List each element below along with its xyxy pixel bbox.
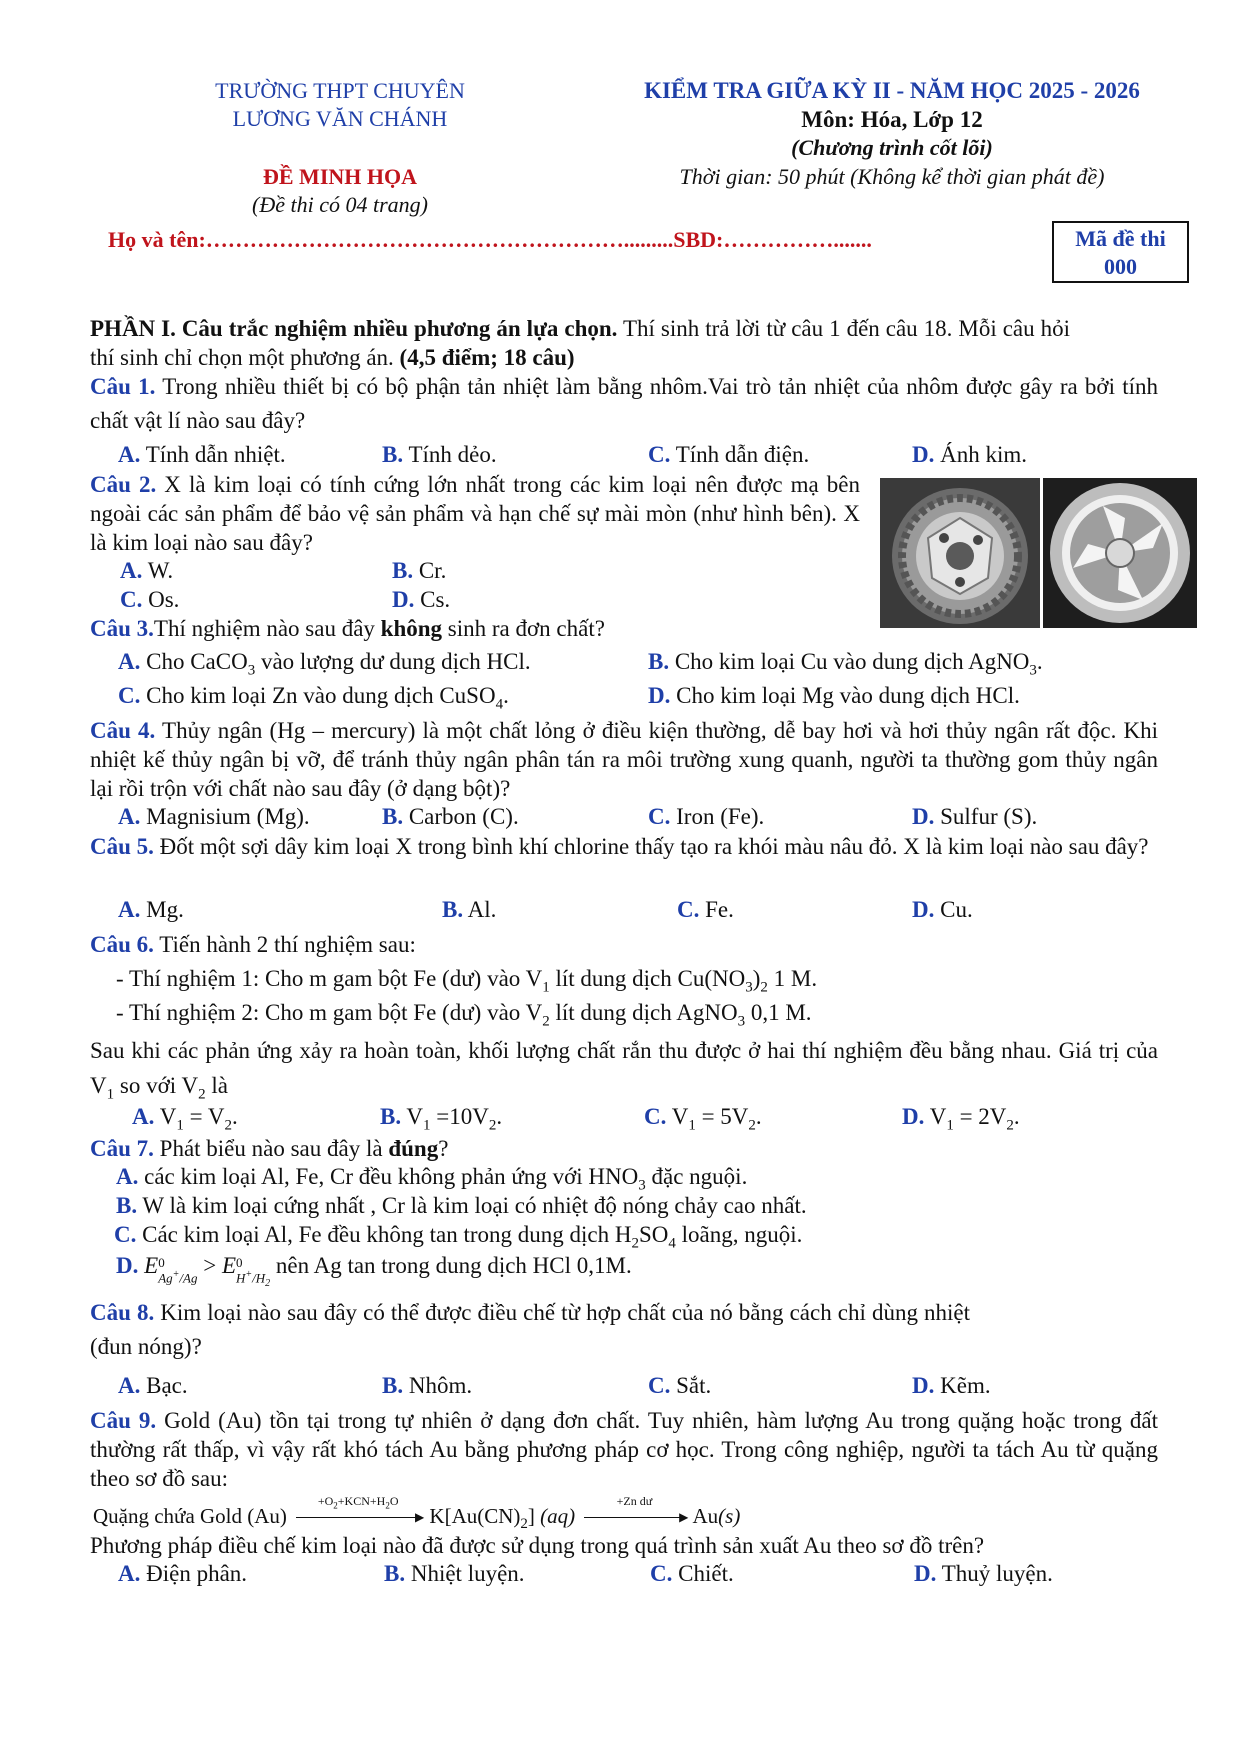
question-label: Câu 9. — [90, 1408, 157, 1433]
q9-question: Phương pháp điều chế kim loại nào đã được sử dụng trong quá trình sản xuất Au theo sơ đồ trên? — [90, 1533, 985, 1558]
exam-code-label: Mã đề thi — [1075, 226, 1166, 251]
q3-option-b: B. Cho kim loại Cu vào dung dịch AgNO$_3$. — [648, 649, 1043, 679]
q8-option-c: C. Sắt. — [648, 1373, 712, 1398]
exam-code-box — [1052, 221, 1189, 283]
question-4 — [90, 716, 1158, 803]
question-5 — [90, 830, 1158, 864]
question-9 — [90, 1406, 1158, 1493]
q6-experiment-2: - Thí nghiệm 2: Cho m gam bột Fe (dư) vào $V_2$ lít dung dịch AgNO$_3$ 0,1 M. — [116, 1000, 812, 1030]
question-label: Câu 6. — [90, 932, 154, 957]
question-label: Câu 5. — [90, 834, 154, 859]
q2-option-d: D. Cs. — [392, 587, 451, 612]
school-name-line2: LƯƠNG VĂN CHÁNH — [232, 106, 448, 131]
exam-subject: Môn: Hóa, Lớp 12 — [801, 107, 983, 132]
q7-option-d: D. E 0 Ag+/Ag > E 0 $H^+/H_2$ nên Ag tan trong dung dịch HCl 0,1M. — [116, 1253, 632, 1289]
question-text: Đốt một sợi dây kim loại X trong bình khí chlorine thấy tạo ra khói màu nâu đỏ. X là kim loại nào sau đây? — [153, 834, 1149, 859]
q9-option-c: C. Chiết. — [650, 1561, 734, 1586]
exam-title: KIỂM TRA GIỮA KỲ II - NĂM HỌC 2025 - 2026 — [644, 78, 1140, 103]
question-text: Tiến hành 2 thí nghiệm sau: — [153, 932, 416, 957]
q1-option-d: D. Ánh kim. — [912, 442, 1028, 467]
q6-condition: Sau khi các phản ứng xảy ra hoàn toàn, khối lượng chất rắn thu được ở hai thí nghiệm đều bằng nhau. Giá trị của $V_1$ so với $V_2$ là — [90, 1038, 1158, 1103]
q8-option-b: B. Nhôm. — [382, 1373, 473, 1398]
question-label: Câu 3. — [90, 616, 154, 641]
question-text: Thủy ngân (Hg – mercury) là một chất lỏng ở điều kiện thường, dễ bay hơi và hơi thủy ngân rất độc. Khi nhiệt kế thủy ngân bị vỡ, để tránh thủy ngân phân tán ra môi trường xung quanh, người ta thường gom thủy ngân lại rồi trộn với chất nào sau đây (ở dạng bột)? — [90, 718, 1158, 801]
question-6 — [90, 930, 1158, 959]
q1-option-a: A. Tính dẫn nhiệt. — [118, 442, 286, 467]
q5-option-c: C. Fe. — [677, 897, 734, 922]
arrow-1: $+O_2+KCN+H_2O$ ▶ — [292, 1508, 424, 1528]
q4-option-b: B. Carbon (C). — [382, 804, 519, 829]
q7-option-c: C. Các kim loại Al, Fe đều không tan trong dung dịch $H_2SO_4$ loãng, nguội. — [114, 1222, 803, 1252]
q3-option-c: C. Cho kim loại Zn vào dung dịch CuSO$_4$. — [118, 683, 509, 713]
sample-exam-label: ĐỀ MINH HỌA — [263, 164, 417, 189]
q7-option-a: A. các kim loại Al, Fe, Cr đều không phản ứng với $HNO_3$ đặc nguội. — [116, 1164, 748, 1194]
exam-time: Thời gian: 50 phút (Không kể thời gian phát đề) — [679, 164, 1105, 189]
q8-option-d: D. Kẽm. — [912, 1373, 991, 1398]
q6-experiment-1: - Thí nghiệm 1: Cho m gam bột Fe (dư) vào $V_1$ lít dung dịch $Cu(NO_3)_2$ 1 M. — [116, 966, 818, 996]
chrome-chainring-photo — [880, 478, 1040, 628]
q4-option-c: C. Iron (Fe). — [648, 804, 765, 829]
q9-option-b: B. Nhiệt luyện. — [384, 1561, 525, 1586]
question-label: Câu 8. — [90, 1300, 155, 1325]
chrome-wheel-photo — [1043, 478, 1197, 628]
q5-option-b: B. Al. — [442, 897, 497, 922]
part1-heading — [90, 314, 1070, 372]
q1-option-c: C. Tính dẫn điện. — [648, 442, 810, 467]
q6-option-a: A. $V_1 = V_2$. — [132, 1104, 238, 1134]
question-text: Gold (Au) tồn tại trong tự nhiên ở dạng đơn chất. Tuy nhiên, hàm lượng Au trong quặng hoặc trong đất thường rất thấp, vì vậy rất khó tách Au bằng phương pháp cơ học. Trong công nghiệp, người ta tách Au từ quặng theo sơ đồ sau: — [90, 1408, 1159, 1491]
q6-option-d: D. $V_1 = 2V_2$. — [902, 1104, 1020, 1134]
question-1 — [90, 370, 1158, 438]
q4-option-d: D. Sulfur (S). — [912, 804, 1038, 829]
q1-option-b: B. Tính dẻo. — [382, 442, 497, 467]
school-name-line1: TRƯỜNG THPT CHUYÊN — [215, 78, 465, 103]
q8-option-a: A. Bạc. — [118, 1373, 188, 1398]
part1-points: (4,5 điểm; 18 câu) — [393, 345, 575, 370]
question-2 — [90, 470, 860, 557]
question-label: Câu 1. — [90, 374, 156, 399]
pages-note: (Đề thi có 04 trang) — [252, 192, 428, 217]
exam-code-value: 000 — [1104, 254, 1137, 279]
student-name-line: Họ và tên:………………………………………………….........SBD:……………....... — [108, 227, 872, 252]
q5-option-d: D. Cu. — [912, 897, 973, 922]
q7-option-b: B. W là kim loại cứng nhất , Cr là kim loại có nhiệt độ nóng chảy cao nhất. — [116, 1193, 807, 1218]
q6-option-b: B. $V_1 =10V_2$. — [380, 1104, 503, 1134]
exam-program: (Chương trình cốt lõi) — [791, 135, 993, 160]
q2-option-a: A. W. — [120, 558, 174, 583]
scheme-start: Quặng chứa Gold (Au) — [93, 1504, 287, 1528]
question-label: Câu 7. — [90, 1136, 154, 1161]
q9-option-d: D. Thuỷ luyện. — [914, 1561, 1053, 1586]
question-label: Câu 2. — [90, 472, 157, 497]
question-7: Câu 7. Phát biểu nào sau đây là đúng? — [90, 1136, 449, 1161]
part1-intro: Thí sinh trả lời từ câu 1 đến câu 18. Mỗi câu hỏi thí sinh chỉ chọn một phương án. — [90, 316, 1070, 370]
question-8 — [90, 1296, 970, 1364]
q9-option-a: A. Điện phân. — [118, 1561, 248, 1586]
question-label: Câu 4. — [90, 718, 156, 743]
q2-option-c: C. Os. — [120, 587, 180, 612]
q6-option-c: C. $V_1 = 5V_2$. — [644, 1104, 762, 1134]
arrow-2: +Zn dư ▶ — [580, 1508, 688, 1528]
part1-title: PHẦN I. Câu trắc nghiệm nhiều phương án lựa chọn. — [90, 316, 618, 341]
q2-option-b: B. Cr. — [392, 558, 447, 583]
q5-option-a: A. Mg. — [118, 897, 184, 922]
question-3: Câu 3.Thí nghiệm nào sau đây không sinh ra đơn chất? — [90, 616, 605, 641]
question-text: Trong nhiều thiết bị có bộ phận tản nhiệt làm bằng nhôm.Vai trò tản nhiệt của nhôm được gây ra bởi tính chất vật lí nào sau đây? — [90, 374, 1159, 433]
question-text: X là kim loại có tính cứng lớn nhất trong các kim loại nên được mạ bên ngoài các sản phẩm để bảo vệ sản phẩm và hạn chế sự mài mòn (như hình bên). X là kim loại nào sau đây? — [90, 472, 861, 555]
q3-option-a: A. Cho CaCO$_3$ vào lượng dư dung dịch HCl. — [118, 649, 531, 679]
q9-scheme: Quặng chứa Gold (Au) $+O_2+KCN+H_2O$ ▶ $K[Au(CN)_2]$ (aq) +Zn dư ▶ Au(s) — [93, 1494, 741, 1533]
q3-option-d: D. Cho kim loại Mg vào dung dịch HCl. — [648, 683, 1020, 708]
question-text: Kim loại nào sau đây có thể được điều chế từ hợp chất của nó bằng cách chỉ dùng nhiệt (đun nóng)? — [90, 1300, 971, 1359]
q4-option-a: A. Magnisium (Mg). — [118, 804, 310, 829]
